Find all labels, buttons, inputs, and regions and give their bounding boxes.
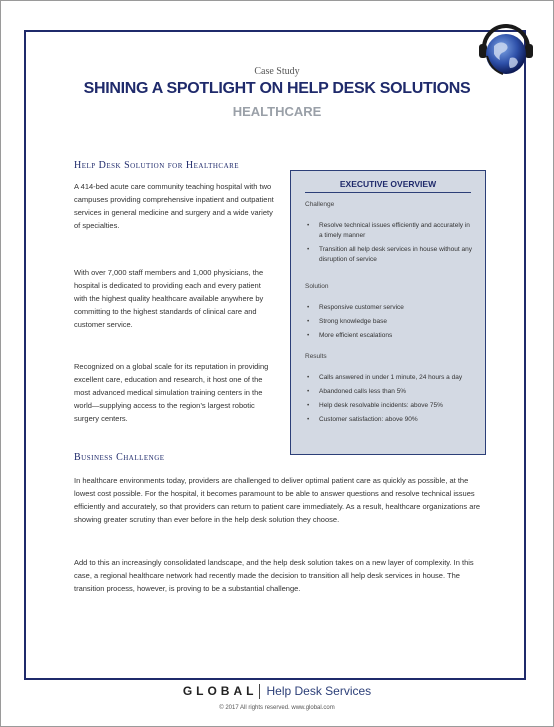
overview-title: EXECUTIVE OVERVIEW: [339, 179, 437, 189]
list-item: • Abandoned calls less than 5%: [305, 387, 475, 397]
list-item: • Customer satisfaction: above 90%: [305, 415, 475, 425]
page-title: SHINING A SPOTLIGHT ON HELP DESK SOLUTIONS: [83, 80, 471, 97]
overview-divider: [305, 192, 471, 193]
brand-tagline: Help Desk Services: [266, 684, 372, 698]
challenge-heading: Challenge: [305, 201, 335, 208]
list-item: • Help desk resolvable incidents: above 75%: [305, 401, 475, 411]
results-heading: Results: [305, 353, 327, 360]
list-item: • Resolve technical issues efficiently and accurately in a timely manner: [305, 221, 475, 241]
list-item: • Calls answered in under 1 minute, 24 hours a day: [305, 373, 475, 383]
intro-paragraph-3: Recognized on a global scale for its reputation in providing excellent care, education and research, it host one of the most advanced medical simulation training centers in the world—supplying access to the region’s largest robotic surgery centers.: [74, 362, 269, 423]
list-item: • Responsive customer service: [305, 303, 475, 313]
copyright-text: © 2017 All rights reserved. www.global.com: [219, 705, 335, 711]
challenge-list: [305, 221, 475, 269]
footer-logo: [0, 684, 554, 699]
brand-name: GLOBAL: [182, 684, 258, 698]
solution-list: [305, 303, 475, 345]
logo-separator: [259, 684, 260, 699]
business-paragraph-2: Add to this an increasingly consolidated landscape, and the help desk solution takes on a new layer of complexity. In this case, a regional healthcare network had recently made the decision to transition all help desk services in house. The transition process, however, is proving to be a substantial challenge.: [74, 558, 474, 593]
list-item: • More efficient escalations: [305, 331, 475, 341]
business-challenge-heading: Business Challenge: [74, 452, 165, 463]
list-item: • Transition all help desk services in house without any disruption of service: [305, 245, 475, 265]
list-item: • Strong knowledge base: [305, 317, 475, 327]
results-list: [305, 373, 475, 429]
page-subtitle: HEALTHCARE: [232, 104, 322, 119]
solution-heading: Solution: [305, 283, 329, 290]
business-paragraph-1: In healthcare environments today, providers are challenged to deliver optimal patient care as quickly as possible, at the lowest cost possible. For the hospital, it becomes paramount to be able to answer questions and resolve technical issues efficiently and accurately, so that providers can return to patient care immediately. As a result, healthcare organizations are showing greater scrutiny than ever before in the help desk solution they choose.: [74, 476, 481, 524]
intro-heading: Help Desk Solution for Healthcare: [74, 160, 240, 171]
intro-paragraph-1: A 414-bed acute care community teaching hospital with two campuses providing comprehensive inpatient and outpatient services in general medicine and surgery and a wide variety of specialties.: [74, 182, 274, 230]
intro-paragraph-2: With over 7,000 staff members and 1,000 physicians, the hospital is dedicated to providing each and every patient with the highest quality healthcare available anywhere by committing to the highest standards of clinical care and customer service.: [74, 268, 264, 329]
case-study-kicker: Case Study: [254, 66, 300, 77]
executive-overview-panel: [290, 170, 486, 455]
